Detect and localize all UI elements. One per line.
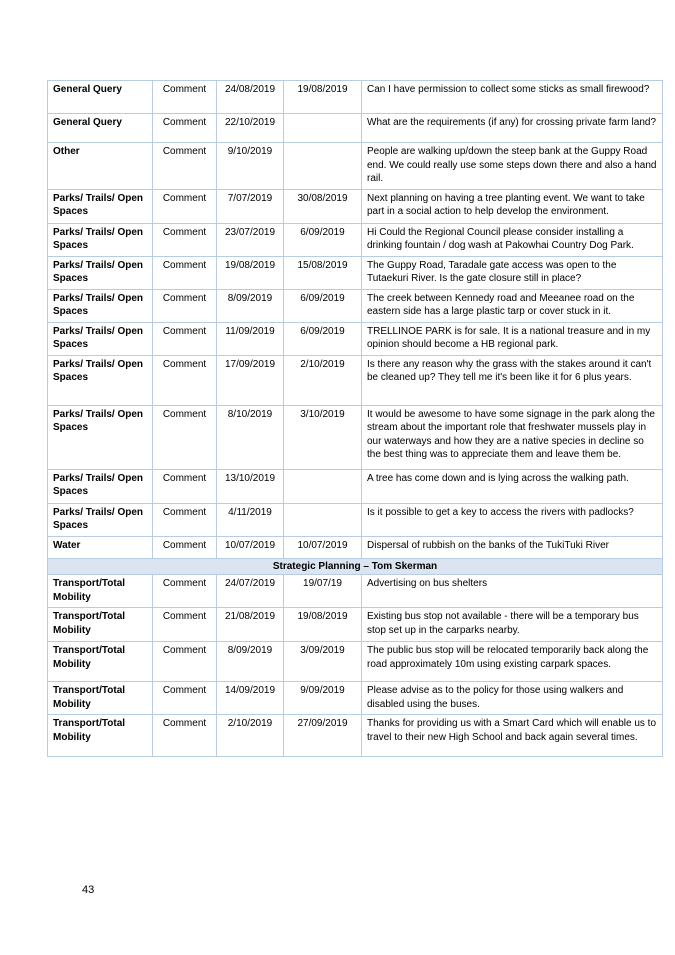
type-cell: Comment xyxy=(153,289,217,322)
section-heading: Strategic Planning – Tom Skerman xyxy=(48,558,663,575)
summary-cell: Is it possible to get a key to access the rivers with padlocks? xyxy=(362,503,663,536)
summary-cell: Can I have permission to collect some sticks as small firewood? xyxy=(362,81,663,114)
table-row xyxy=(48,405,663,469)
table-section xyxy=(48,558,663,575)
category-cell: Water xyxy=(48,536,153,558)
second-date-cell: 2/10/2019 xyxy=(284,355,362,405)
second-date-cell: 3/10/2019 xyxy=(284,405,362,469)
table-row xyxy=(48,189,663,223)
table-row xyxy=(48,608,663,642)
received-date-cell: 19/08/2019 xyxy=(217,256,284,289)
table-row xyxy=(48,503,663,536)
summary-cell: The creek between Kennedy road and Meeanee road on the eastern side has a large plastic tarp or cover stuck in it. xyxy=(362,289,663,322)
second-date-cell: 19/08/2019 xyxy=(284,81,362,114)
category-cell: Parks/ Trails/ Open Spaces xyxy=(48,256,153,289)
type-cell: Comment xyxy=(153,256,217,289)
summary-cell: Is there any reason why the grass with the stakes around it can't be cleaned up? They tell me it's been like it for 6 plus years. xyxy=(362,355,663,405)
second-date-cell: 19/08/2019 xyxy=(284,608,362,642)
second-date-cell: 9/09/2019 xyxy=(284,682,362,715)
summary-cell: Thanks for providing us with a Smart Card which will enable us to travel to their new High School and back again several times. xyxy=(362,715,663,757)
second-date-cell: 6/09/2019 xyxy=(284,322,362,355)
category-cell: Parks/ Trails/ Open Spaces xyxy=(48,355,153,405)
type-cell: Comment xyxy=(153,682,217,715)
received-date-cell: 8/09/2019 xyxy=(217,642,284,682)
table-row xyxy=(48,81,663,114)
category-cell: Parks/ Trails/ Open Spaces xyxy=(48,322,153,355)
summary-cell: TRELLINOE PARK is for sale. It is a national treasure and in my opinion should become a HB regional park. xyxy=(362,322,663,355)
type-cell: Comment xyxy=(153,642,217,682)
type-cell: Comment xyxy=(153,575,217,608)
received-date-cell: 17/09/2019 xyxy=(217,355,284,405)
received-date-cell: 11/09/2019 xyxy=(217,322,284,355)
table-row xyxy=(48,355,663,405)
received-date-cell: 24/08/2019 xyxy=(217,81,284,114)
second-date-cell xyxy=(284,469,362,503)
summary-cell: Dispersal of rubbish on the banks of the TukiTuki River xyxy=(362,536,663,558)
category-cell: Transport/Total Mobility xyxy=(48,682,153,715)
type-cell: Comment xyxy=(153,114,217,143)
category-cell: General Query xyxy=(48,114,153,143)
table-row xyxy=(48,143,663,190)
category-cell: Parks/ Trails/ Open Spaces xyxy=(48,405,153,469)
category-cell: Other xyxy=(48,143,153,190)
second-date-cell xyxy=(284,503,362,536)
received-date-cell: 24/07/2019 xyxy=(217,575,284,608)
category-cell: Parks/ Trails/ Open Spaces xyxy=(48,503,153,536)
second-date-cell: 10/07/2019 xyxy=(284,536,362,558)
type-cell: Comment xyxy=(153,469,217,503)
summary-cell: Advertising on bus shelters xyxy=(362,575,663,608)
type-cell: Comment xyxy=(153,322,217,355)
category-cell: Transport/Total Mobility xyxy=(48,642,153,682)
second-date-cell xyxy=(284,143,362,190)
section-heading-row xyxy=(48,558,663,575)
summary-cell: What are the requirements (if any) for crossing private farm land? xyxy=(362,114,663,143)
second-date-cell: 3/09/2019 xyxy=(284,642,362,682)
second-date-cell xyxy=(284,114,362,143)
table-row xyxy=(48,642,663,682)
second-date-cell: 15/08/2019 xyxy=(284,256,362,289)
received-date-cell: 4/11/2019 xyxy=(217,503,284,536)
second-date-cell: 27/09/2019 xyxy=(284,715,362,757)
received-date-cell: 10/07/2019 xyxy=(217,536,284,558)
received-date-cell: 22/10/2019 xyxy=(217,114,284,143)
category-cell: Parks/ Trails/ Open Spaces xyxy=(48,289,153,322)
summary-cell: Next planning on having a tree planting event. We want to take part in a social action to help develop the environment. xyxy=(362,189,663,223)
category-cell: Transport/Total Mobility xyxy=(48,575,153,608)
summary-cell: The Guppy Road, Taradale gate access was open to the Tutaekuri River. Is the gate closure still in place? xyxy=(362,256,663,289)
category-cell: Parks/ Trails/ Open Spaces xyxy=(48,469,153,503)
category-cell: Parks/ Trails/ Open Spaces xyxy=(48,223,153,256)
table-row xyxy=(48,322,663,355)
second-date-cell: 6/09/2019 xyxy=(284,223,362,256)
received-date-cell: 23/07/2019 xyxy=(217,223,284,256)
summary-cell: People are walking up/down the steep bank at the Guppy Road end. We could really use some steps down there and also a hand rail. xyxy=(362,143,663,190)
type-cell: Comment xyxy=(153,355,217,405)
type-cell: Comment xyxy=(153,608,217,642)
summary-cell: Hi Could the Regional Council please consider installing a drinking fountain / dog wash at Pakowhai Country Dog Park. xyxy=(362,223,663,256)
table-row xyxy=(48,223,663,256)
table-row xyxy=(48,536,663,558)
received-date-cell: 13/10/2019 xyxy=(217,469,284,503)
page-number: 43 xyxy=(82,884,95,896)
type-cell: Comment xyxy=(153,536,217,558)
requests-table xyxy=(47,80,663,757)
summary-cell: A tree has come down and is lying across the walking path. xyxy=(362,469,663,503)
table-group-b xyxy=(48,575,663,757)
type-cell: Comment xyxy=(153,81,217,114)
type-cell: Comment xyxy=(153,189,217,223)
received-date-cell: 8/10/2019 xyxy=(217,405,284,469)
second-date-cell: 6/09/2019 xyxy=(284,289,362,322)
table-row xyxy=(48,114,663,143)
table-row xyxy=(48,256,663,289)
received-date-cell: 8/09/2019 xyxy=(217,289,284,322)
category-cell: General Query xyxy=(48,81,153,114)
type-cell: Comment xyxy=(153,405,217,469)
summary-cell: Existing bus stop not available - there will be a temporary bus stop set up in the carparks nearby. xyxy=(362,608,663,642)
table-row xyxy=(48,469,663,503)
category-cell: Parks/ Trails/ Open Spaces xyxy=(48,189,153,223)
table-row xyxy=(48,289,663,322)
table-group-a xyxy=(48,81,663,559)
received-date-cell: 21/08/2019 xyxy=(217,608,284,642)
second-date-cell: 30/08/2019 xyxy=(284,189,362,223)
table-row xyxy=(48,575,663,608)
category-cell: Transport/Total Mobility xyxy=(48,608,153,642)
summary-cell: The public bus stop will be relocated temporarily back along the road approximately 10m using existing carpark spaces. xyxy=(362,642,663,682)
summary-cell: It would be awesome to have some signage in the park along the stream about the important role that freshwater mussels play in our waterways and how they are a native species in decline so the best thing was to appreciate them and leave them be. xyxy=(362,405,663,469)
table-row xyxy=(48,715,663,757)
received-date-cell: 7/07/2019 xyxy=(217,189,284,223)
table-row xyxy=(48,682,663,715)
received-date-cell: 9/10/2019 xyxy=(217,143,284,190)
category-cell: Transport/Total Mobility xyxy=(48,715,153,757)
type-cell: Comment xyxy=(153,503,217,536)
summary-cell: Please advise as to the policy for those using walkers and disabled using the buses. xyxy=(362,682,663,715)
received-date-cell: 2/10/2019 xyxy=(217,715,284,757)
second-date-cell: 19/07/19 xyxy=(284,575,362,608)
received-date-cell: 14/09/2019 xyxy=(217,682,284,715)
type-cell: Comment xyxy=(153,143,217,190)
type-cell: Comment xyxy=(153,715,217,757)
type-cell: Comment xyxy=(153,223,217,256)
